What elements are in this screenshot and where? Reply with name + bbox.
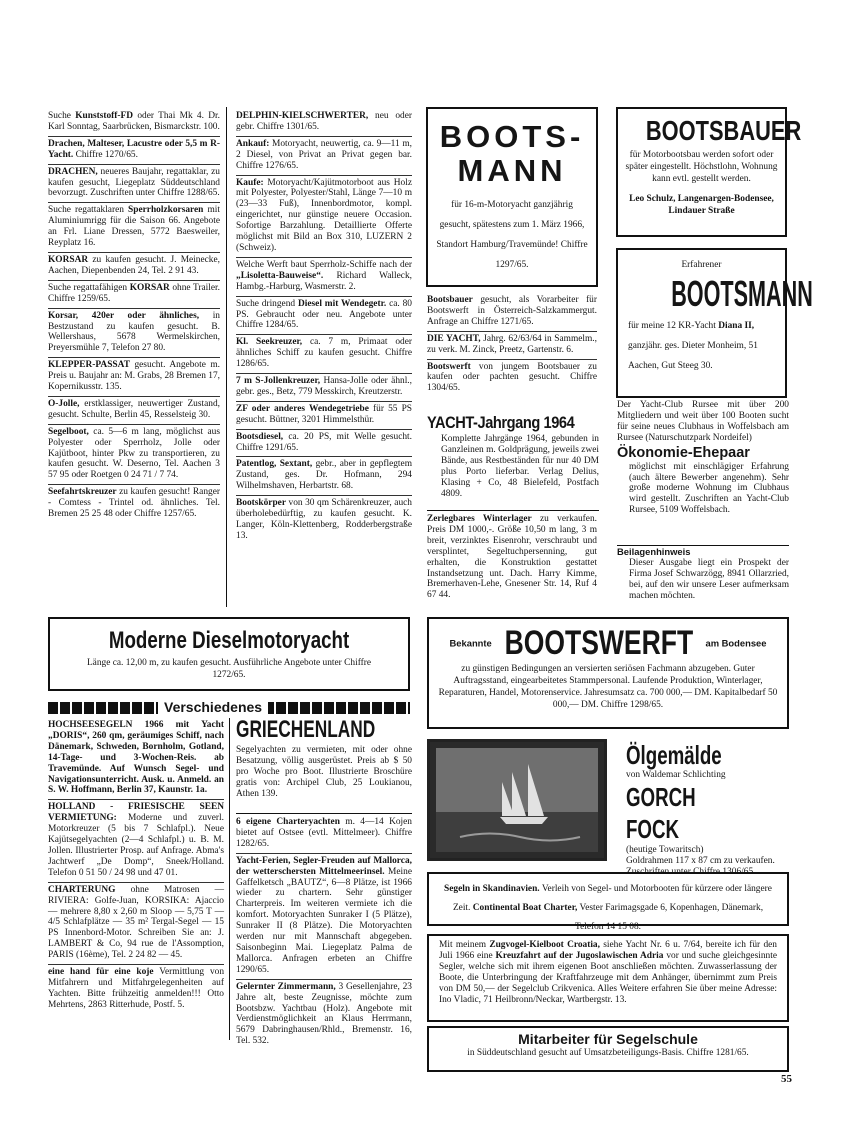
rursee-text-2: möglichst mit einschlägiger Erfahrung (auch ältere Bewerber angenehm). Sehr große moderne Wohnung im Clubhaus wird gestellt. Zuschriften an Yacht-Club Rursee, 5109 Woffelsbach. [629,461,789,516]
oelgemaelde-title [626,781,791,845]
ad-text-bold: Bootskörper [236,498,286,509]
ad-text-rest: Moderne und zuverl. Motorkreuzer (5 bis 7 Schlafpl.). Neue Kajütsegelyachten (2—4 Schlafpl.) u. B. M. Jollen. Illustrierter Prosp. auf Anfrage. Abma's Jachtwerf „De Domp“, Sneek/Holland. Telefon 0 51 50 / 24 98 und 47 01. [48,813,224,878]
bootsbauer-ad [616,107,802,237]
ad-text-rest: von 30 qm Schärenkreuzer, auch überholebedürftig, zu kaufen gesucht. K. Langer, Köln-Klettenberg, Rodderbergstraße 13. [236,498,412,541]
classified-ad [48,137,220,165]
zugvogel-mid: siehe Yacht Nr. 6 u. 7/64, bereite ich für den Juli 1966 eine [439,940,777,961]
classified-ad [236,980,412,1050]
ad-text-rest: gebr., aber in gepflegtem Zustand, ges. Dr. Hofmann, 294 Wilhelmshaven, Herbartstr. 68. [236,459,412,492]
ad-text-bold: O-Jolle, [48,398,80,409]
ad-text-bold: 6 eigene Charteryachten [236,817,340,827]
classified-ad [427,332,597,360]
ad-text-pre: Suche [48,111,76,121]
yacht-jahrgang-ad [427,412,599,499]
painting-image [427,739,607,861]
classified-ad [236,109,412,137]
ad-text-rest: gesucht. Angebote m. Preis u. Baujahr an: M. Grabs, 28 Bremen 17, Kopernikusstr. 135. [48,360,220,393]
ad-text-bold: „Lisoletta-Bauweise“. [236,270,324,281]
ad-text-rest: neu oder gebr. Chiffre 1301/65. [236,111,412,132]
ad-text-bold: 7 m S-Jollenkreuzer, [236,376,321,387]
ad-text-bold: HOLLAND - FRIESISCHE SEEN VERMIETUNG: [48,802,224,824]
ad-text-bold: Kl. Seekreuzer, [236,337,303,348]
ad-text-rest: Hansa-Jolle oder ähnl., gebr. ges., Betz, 779 Messkirch, Kreutzerstr. [236,376,412,397]
ad-text-rest: Motoryacht/Kajütmotorboot aus Holz mit Polyester, Polyester/Stahl, Länge 7—10 m (23—33 Fuß), Innenbordmotor, kompl. eingerichtet, nur günstige neuere Occasion. Sofortige Barzahlung. Detaillierte Offerte möglichst mit Bild an Box 310, LUZERN 2 (Schweiz). [236,177,412,253]
divider [427,510,599,511]
classified-ad [236,430,412,458]
classified-ad [48,883,224,965]
divider [236,813,412,814]
skandinavien-text2: Vester Farimagsgade 6, Kopenhagen, Dänemark, Telefon 14 15 08. [575,903,764,932]
bootsmann-diana-text [624,316,779,376]
ad-text-rest: ca. 20 PS, mit Welle gesucht. Chiffre 1291/65. [236,431,412,453]
ad-text-pre: Suche regattafähigen [48,282,130,293]
classified-ad [48,425,220,486]
classified-ad [48,358,220,397]
classified-ad [48,253,220,281]
ad-text-bold: DRACHEN, [48,166,98,177]
ad-text-rest: in Bestzustand zu kaufen gesucht. B. Wellershaus, 5678 Wermelskirchen, Preyersmühle 7, Telefon 27 80. [48,310,220,354]
classified-ad [427,512,597,604]
oelgemaelde-sub2: (heutige Towaritsch) [626,844,704,855]
oelgemaelde-title-text: GORCH FOCK [626,781,696,844]
column-1-ads [48,109,220,523]
skandinavien-bold: Segeln in Skandinavien. [444,884,540,894]
ad-text-bold: Bootsbauer [427,295,473,305]
ad-text-rest: Jahrg. 62/63/64 in Sammelm., zu verk. M. Zinck, Preetz, Gartenstr. 6. [427,333,597,355]
bootsmann-diana-title [624,272,813,316]
yacht-jahrgang-head: YACHT-Jahrgang 1964 [427,413,575,432]
verschiedenes-banner [48,699,410,715]
ad-text-bold: ZF oder anderes Wendegetriebe [236,403,369,414]
classified-ad [236,297,412,336]
ad-text-rest: 3 Gesellenjahre, 23 Jahre alt, beste Zeugnisse, möchte zum Bootsbzw. Yachtbau (Holz). Angebote mit Verdienstmöglichkeit an Klaus Herrmann, 5679 Dabringhausen/Rhld., Bremenstr. 16, Tel. 532. [236,981,412,1047]
bootsbauer-title [624,113,802,149]
ad-text-rest: gesucht, als Vorarbeiter für Bootswerft in Österreich-Salzkammergut. Anfrage an Chiffre 1271/65. [427,295,597,327]
ad-text-bold: eine hand für eine koje [48,967,154,978]
ad-text-bold: CHARTERUNG [48,884,116,895]
mitarbeiter-text: in Süddeutschland gesucht auf Umsatzbeteiligungs-Basis. Chiffre 1281/65. [467,1048,749,1058]
ad-text-bold: Ankauf: [236,138,270,149]
bootsmann-diana-title-text: BOOTSMANN [671,273,813,314]
bootswerft-title-text: BOOTSWERFT [504,624,693,663]
ad-text-bold: KORSAR [129,282,170,293]
bootsmann-diana-text-rest: ganzjähr. ges. Dieter Monheim, 51 Aachen, Gut Steeg 30. [628,341,758,371]
ad-text-rest: ohne Matrosen — RIVIERA: Golfe-Juan, KORSIKA: Ajaccio — mehrere 8,80 x 2,60 m Sloop — 5,75 T — 4/5 Schlafplätze — 35 m² Tergal-Segel — 15 PS Innenbord-Motor. Schreiben Sie an: J. LAMBERT & Co, 94 rue de l'Assomption, PARIS (16ème), Tel. 2 24 82 — 45. [48,884,224,961]
ad-text-rest: zu verkaufen. Preis DM 1000,-. Größe 10,50 m lang, 3 m breit, verzinktes Eisenrohr, verschraubt und versplintet, Segeltuchpersenning, gut erhalten, die Konstruktion gestattet Instandsetzung unt. Dach. Harry Kimme, Bremerhaven-Lehe, Gnesener Str. 14, Ruf 4 67 44. [427,514,597,601]
zugvogel-bold2: Kreuzfahrt auf der Jugoslawischen Adria [495,950,664,961]
mitarbeiter-ad [427,1026,789,1072]
griechenland-text: Segelyachten zu vermieten, mit oder ohne Besatzung, völlig ausgerüstet. Preis ab $ 50 pro Woche pro Boot. Illustrierte Broschüre gratis von: Archipel Club, 25 Loukianou, Athen 139. [236,745,412,799]
ad-text-bold: Patentlog, Sextant, [236,459,313,470]
bootsmann-title-2: MANN [457,153,567,188]
bootswerft-head-row [437,623,779,663]
ad-text-rest: zu kaufen gesucht. J. Meinecke, Aachen, Diepenbenden 24, Tel. 2 91 43. [48,254,220,276]
bootswerft-ad [427,617,789,729]
bootswerft-post: am Bodensee [705,637,767,649]
ad-text-rest: von jungem Bootsbauer zu kaufen oder pachten gesucht. Chiffre 1304/65. [427,361,597,394]
classified-ad [236,854,412,980]
skandinavien-bold2: Continental Boat Charter, [472,903,578,913]
ad-text-bold: Bootsdiesel, [236,431,284,442]
bootswerft-title [504,623,693,663]
classified-ad [236,258,412,297]
sailing-ship-icon [430,742,604,858]
classified-ad [48,718,224,800]
skandinavien-ad [427,872,789,932]
ad-text-bold: Sperrholzkorsaren [128,205,204,216]
classified-ad [427,293,597,332]
beilagen-ad [617,547,789,602]
bootsbauer-contact: Leo Schulz, Langenargen-Bodensee, Lindauer Straße [629,194,774,216]
classified-ad [236,335,412,374]
dieselmotoryacht-title [56,625,402,657]
bootsbauer-text: für Motorbootsbau werden sofort oder später eingestellt. Höchstlohn, Wohnung kann evtl. gestellt werden. [625,150,778,184]
page-number: 55 [781,1073,792,1085]
ad-text-rest: ca. 5—6 m lang, möglichst aus Polyester oder Sperrholz, Jolle oder Kajütboot, hinter Pkw zu transportieren, zu kaufen gesucht. W. Deserno, Tel. Aachen 3 57 95 oder Roetgen 0 24 71 / 7 74. [48,426,220,481]
bootsmann-text: für 16-m-Motoryacht ganzjährig gesucht, spätestens zum 1. März 1966, Standort Hamburg/Travemünde! Chiffre 1297/65. [436,200,588,270]
ad-text-bold: DIE YACHT, [427,333,481,344]
oelgemaelde-sub: von Waldemar Schlichting [626,770,726,780]
beilagen-text: Dieser Ausgabe liegt ein Prospekt der Firma Josef Schwarzögg, 8941 Ollarzried, bei, auf den wir unsere Leser aufmerksam machen möchten. [629,557,789,601]
ad-text-bold: Seefahrtskreuzer [48,487,117,498]
ad-text-bold: Bootswerft [427,361,471,372]
rursee-text-1: Der Yacht-Club Rursee mit über 200 Mitgliedern und weit über 100 Booten sucht für seine neues Clubhaus in Woffelsbach am Rursee (Naturschutzpark Nordeifel) [617,400,789,443]
classified-ad [236,176,412,258]
ad-text-bold: Gelernter Zimmermann, [236,981,336,992]
ad-text-rest: ca. 80 PS. Gebraucht oder neu. Angebote unter Chiffre 1284/65. [236,298,412,331]
dieselmotoryacht-text: Länge ca. 12,00 m, zu kaufen gesucht. Ausführliche Angebote unter Chiffre 1272/65. [86,658,372,680]
verschiedenes-column-2 [236,815,412,1050]
ad-text-rest: mit Aluminiumrigg für die Saison 66. Angebote an Frl. Liane Dressen, 5772 Baesweiler, Reyplatz 16. [48,205,220,249]
bootsmann-diana-pre: Erfahrener [681,260,722,270]
bootsmann-diana-text-pre: für meine 12 KR-Yacht [628,321,719,331]
bootsmann-ad [426,107,598,287]
classified-ad [236,374,412,402]
ad-text-rest: Motoryacht, neuwertig, ca. 9—11 m, 2 Diesel, von Privat an Privat gegen bar. Chiffre 1276/65. [236,138,412,171]
classified-ad [48,800,224,882]
dieselmotoryacht-ad [48,617,410,691]
classified-ad [427,360,597,398]
griechenland-ad [236,715,412,800]
ad-text-pre: Suche regattaklaren [48,205,129,216]
bootswerft-pre: Bekannte [449,637,492,649]
mitarbeiter-head: Mitarbeiter für Segelschule [518,1031,698,1047]
ad-text-rest: erstklassiger, neuwertiger Zustand, gesucht. Schulte, Berlin 45, Resselsteig 30. [48,398,220,420]
column-divider [226,107,227,607]
ad-text-rest: Vermittlung von Mitfahrern und Mitfahrgelegenheiten auf Yachten. Bitte frühzeitig anmelden!!! Otto Mehrtens, 2863 Ritterhude, Postf. 5. [48,967,225,1010]
ad-text-rest: neueres Baujahr, regattaklar, zu kaufen gesucht, Liegeplatz Süddeutschland bevorzugt. Zuschriften unter Chiffre 1288/65. [48,166,220,199]
zugvogel-rest: vor und suche gleichgesinnte Segler, welche sich mit ihrem eigenen Boot anschließen möchten. Zuwasserlassung der Boote, die Unterbringung der Kraftfahrzeuge mit dem Anhänger, übernimmt zum Preis von DM 50,— der Segelclub Crikvenica. Alles Weitere erfahren Sie über meine Adresse: Ino Vladic, 71 Heilbronn/Neckar, Wartbergstr. 13. [439,950,777,1005]
ad-text-rest: ca. 7 m, Primaat oder ähnliches Schiff zu kaufen gesucht. Chiffre 1286/65. [236,337,412,370]
classified-ad [236,137,412,176]
griechenland-head-text: GRIECHENLAND [236,716,376,743]
ad-text-bold: Kunststoff-FD [75,111,134,121]
ad-text-bold: Segelboot, [48,426,89,437]
classified-ad [48,203,220,253]
column-2-ads [236,109,412,545]
verschiedenes-label: Verschiedenes [158,699,268,715]
bootswerft-text: zu günstigen Bedingungen an versierten seriösen Fachmann abzugeben. Guter Auftragsstand, eingearbeitetes Stammpersonal. Laufende Produktion, Winterlager, Reparaturen, Handel, Motorenservice. Jahresumsatz ca. 700 000,— DM. Kapitalbedarf 50 000,— DM. Chiffre 1298/65. [438,664,778,711]
ad-text-bold: Korsar, 420er oder ähnliches, [48,310,200,321]
ad-text-rest: zu kaufen gesucht! Ranger - Comtess - Trintel od. ähnliches. Tel. Bremen 25 25 48 oder Chiffre 1257/65. [48,487,220,520]
ad-text-bold: Zerlegbares Winterlager [427,514,532,524]
zerlegbares-winterlager-ad [427,512,597,604]
classified-ad [48,965,224,1014]
ad-text-rest: ohne Trailer. Chiffre 1259/65. [48,282,220,304]
beilagen-head: Beilagenhinweis [617,546,691,557]
zugvogel-bold: Zugvogel-Kielboot Croatia, [489,940,600,950]
column-divider [229,718,230,1040]
classified-ad [48,281,220,309]
bootsmann-title-1: BOOTS- [439,119,585,154]
classified-ad [48,165,220,204]
classified-ad [236,496,412,545]
verschiedenes-column-1 [48,718,224,1014]
classified-ad [48,109,220,137]
ad-text-bold: KORSAR [48,254,89,265]
column-3-ads [427,293,597,397]
ad-text-bold: DELPHIN-KIELSCHWERTER, [236,111,369,121]
ad-text-bold: Drachen, Malteser, Lacustre oder 5,5 m R-Yacht. [48,138,220,160]
classified-ad [236,457,412,496]
ad-text-bold: HOCHSEESEGELN 1966 mit Yacht „DORIS“, 260 qm, geräumiges Schiff, nach Dänemark, Schweden, Bornholm, Gotland, 14-Tage- und 3-Wochen-Reis. ab Travemünde. Auf Wunsch Segel- und Navigationsunterricht. Ausk. u. Anmeld. an S. W. Hoffmann, Berlin 37, Kaunstr. 1a. [48,720,224,796]
oelgemaelde-ad [626,740,791,878]
dieselmotoryacht-title-text: Moderne Dieselmotoryacht [108,627,350,654]
ad-text-bold: KLEPPER-PASSAT [48,360,130,371]
classified-ad [236,402,412,430]
oelgemaelde-head [626,740,791,770]
ad-text-rest: Meine Gaffelketsch „BAUTZ“, 6—8 Plätze, ist 1966 wieder zu chartern. Sehr günstiger Charterpreis. Im weiteren vermiete ich die komfort. Motoryachten Sunraker I (5 Plätze), Sunraker II (8 Plätze). Die Motoryachten werden nur mit Mannschaft abgegeben. Saisonbeginn Mai. Liegeplatz Palma de Mallorca. Anfragen erbeten an Chiffre 1290/65. [236,866,412,975]
classified-ad [236,815,412,854]
ad-text-bold: Diesel mit Wendegetr. [297,298,387,309]
rursee-head-text: Ökonomie-Ehepaar [617,444,750,461]
bootsmann-diana-ad [616,248,813,398]
ad-text-bold: Yacht-Ferien, Segler-Freuden auf Mallorca, der wetterschersten Mittelmeerinsel. [236,855,412,877]
ad-text-pre: Suche dringend [236,298,298,309]
bootsmann-diana-text-bold: Diana II, [718,321,755,331]
yacht-jahrgang-text: Komplette Jahrgänge 1964, gebunden in Ganzleinen m. Goldprägung, jeweils zwei Bände, aus Restbeständen für nur 40 DM plus Porto lieferbar. Verlag Delius, Klasing + Co, 48 Bielefeld, Postfach 4809. [441,434,599,499]
skandinavien-text: Verleih von Segel- und Motorbooten für kürzere oder längere Zeit. [452,884,772,913]
oelgemaelde-text: Goldrahmen 117 x 87 cm zu verkaufen. Zuschriften unter Chiffre 1306/65. [626,855,775,877]
ad-text-rest: oder Thai Mk 4. Dr. Karl Sonntag, Saarbrücken, Bismarckstr. 100. [48,111,220,132]
oelgemaelde-head-text: Ölgemälde [626,740,722,770]
ad-text-rest: m. 4—14 Kojen bietet auf Ostsee (evtl. Mittelmeer). Chiffre 1282/65. [236,817,412,849]
classified-ad [48,309,220,359]
zugvogel-pre: Mit meinem [439,940,490,950]
rursee-ad [617,400,789,516]
ad-text-bold: Kaufe: [236,177,264,188]
bootsbauer-title-text: BOOTSBAUER [645,115,802,146]
classified-ad [48,485,220,523]
ad-text-rest: für 55 PS gesucht. Büttner, 3201 Himmelsthür. [236,403,412,425]
ad-text-rest: Chiffre 1270/65. [73,149,138,160]
ad-text-pre: Welche Werft baut Sperrholz-Schiffe nach der [236,259,412,270]
griechenland-head [236,715,412,745]
zugvogel-ad [427,934,789,1022]
ad-text-rest: Richard Walleck, Hambg.-Harburg, Wasmerstr. 2. [236,270,412,292]
rursee-head [617,444,789,462]
classified-ad [48,397,220,425]
